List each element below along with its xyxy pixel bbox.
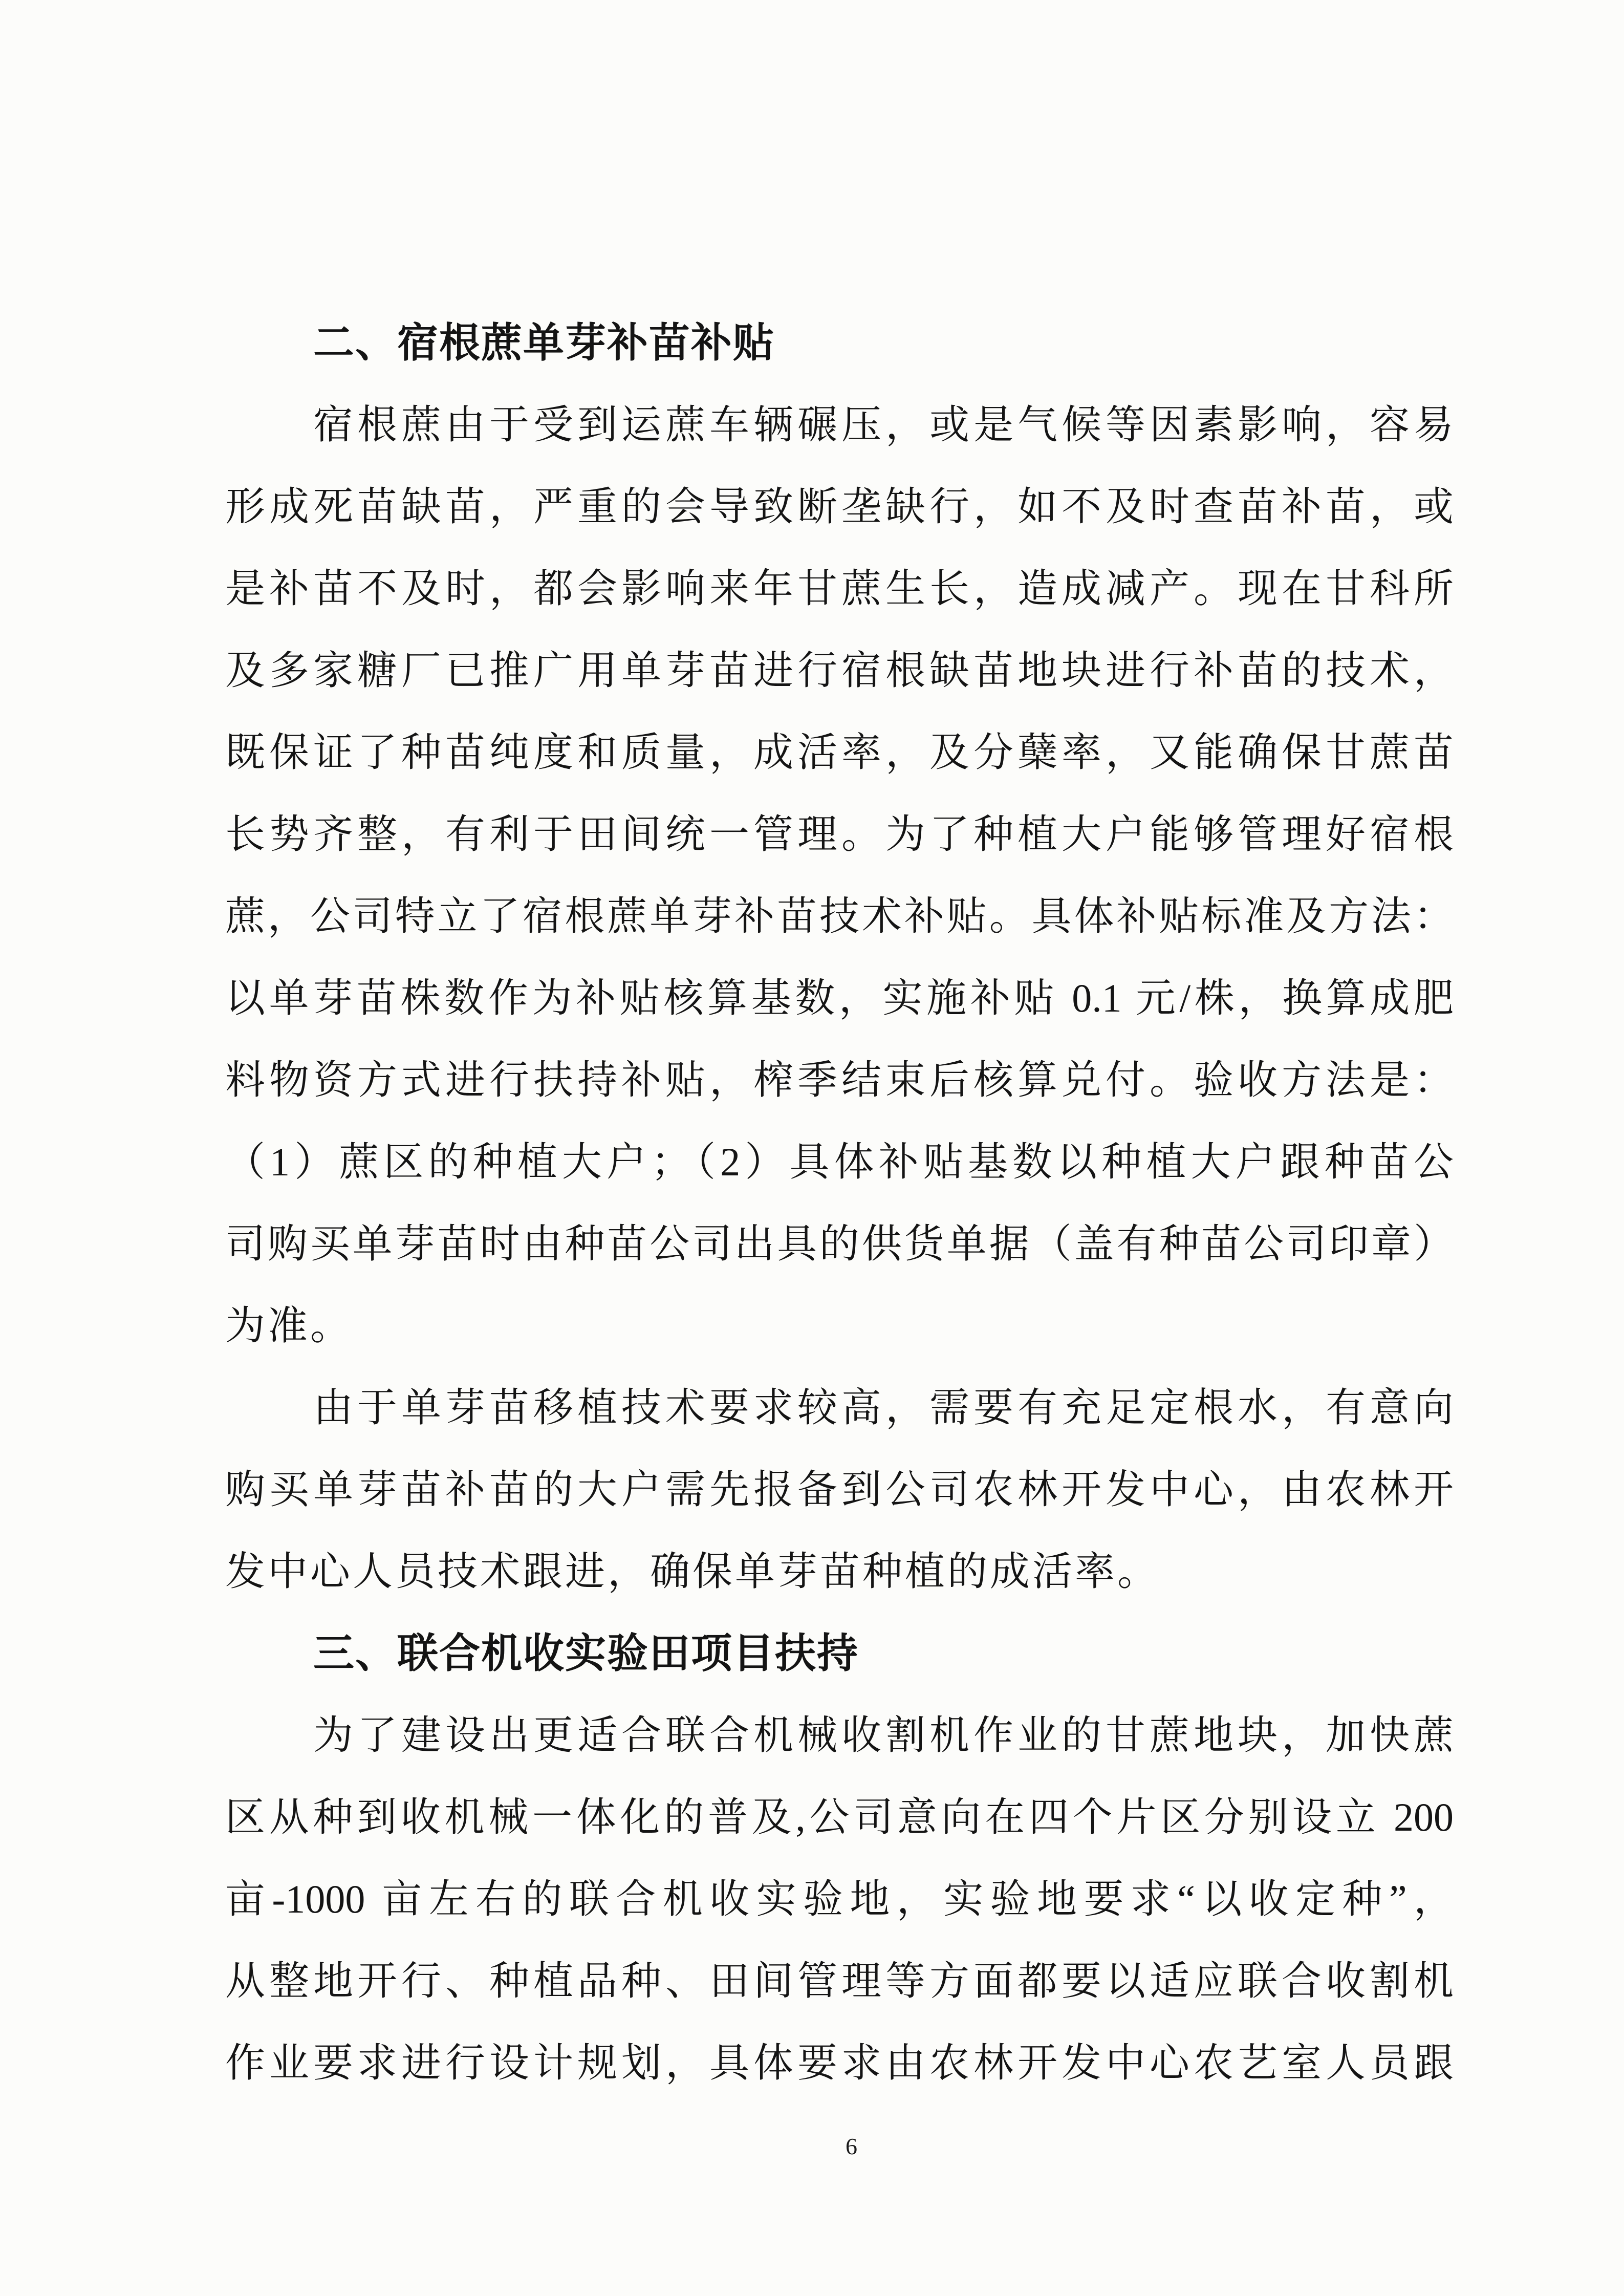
text-block: [225, 302, 1454, 2104]
body-line: 以单芽苗株数作为补贴核算基数，实施补贴 0.1 元/株，换算成肥: [225, 976, 1454, 1020]
body-line: 是补苗不及时，都会影响来年甘蔗生长，造成减产。现在甘科所: [225, 566, 1454, 611]
body-line: 料物资方式进行扶持补贴，榨季结束后核算兑付。验收方法是：: [225, 1058, 1454, 1102]
page-number: 6: [846, 2133, 857, 2159]
body-line: 为准。: [225, 1303, 353, 1348]
body-line: 亩-1000 亩左右的联合机收实验地，实验地要求“以收定种”，: [225, 1877, 1454, 1921]
body-line: （1）蔗区的种植大户；（2）具体补贴基数以种植大户跟种苗公: [225, 1140, 1454, 1184]
body-line: 形成死苗缺苗，严重的会导致断垄缺行，如不及时查苗补苗，或: [225, 484, 1454, 529]
body-line: 发中心人员技术跟进，确保单芽苗种植的成活率。: [225, 1549, 1160, 1594]
body-line: 宿根蔗由于受到运蔗车辆碾压，或是气候等因素影响，容易: [313, 402, 1454, 447]
body-line: 司购买单芽苗时由种苗公司出具的供货单据（盖有种苗公司印章）: [225, 1221, 1454, 1266]
body-line: 区从种到收机械一体化的普及,公司意向在四个片区分别设立 200: [225, 1795, 1454, 1839]
body-line: 长势齐整，有利于田间统一管理。为了种植大户能够管理好宿根: [225, 812, 1454, 856]
body-line: 作业要求进行设计规划，具体要求由农林开发中心农艺室人员跟: [225, 2041, 1454, 2085]
body-line: 蔗，公司特立了宿根蔗单芽补苗技术补贴。具体补贴标准及方法：: [225, 894, 1454, 938]
body-line: 由于单芽苗移植技术要求较高，需要有充足定根水，有意向: [313, 1385, 1454, 1430]
body-line: 及多家糖厂已推广用单芽苗进行宿根缺苗地块进行补苗的技术，: [225, 648, 1454, 693]
section-heading: 二、宿根蔗单芽补苗补贴: [313, 320, 775, 366]
section-heading: 三、联合机收实验田项目扶持: [313, 1630, 859, 1676]
body-line: 为了建设出更适合联合机械收割机作业的甘蔗地块，加快蔗: [313, 1713, 1454, 1757]
body-line: 既保证了种苗纯度和质量，成活率，及分蘖率，又能确保甘蔗苗: [225, 730, 1454, 775]
body-line: 购买单芽苗补苗的大户需先报备到公司农林开发中心，由农林开: [225, 1467, 1454, 1512]
body-line: 从整地开行、种植品种、田间管理等方面都要以适应联合收割机: [225, 1959, 1454, 2003]
